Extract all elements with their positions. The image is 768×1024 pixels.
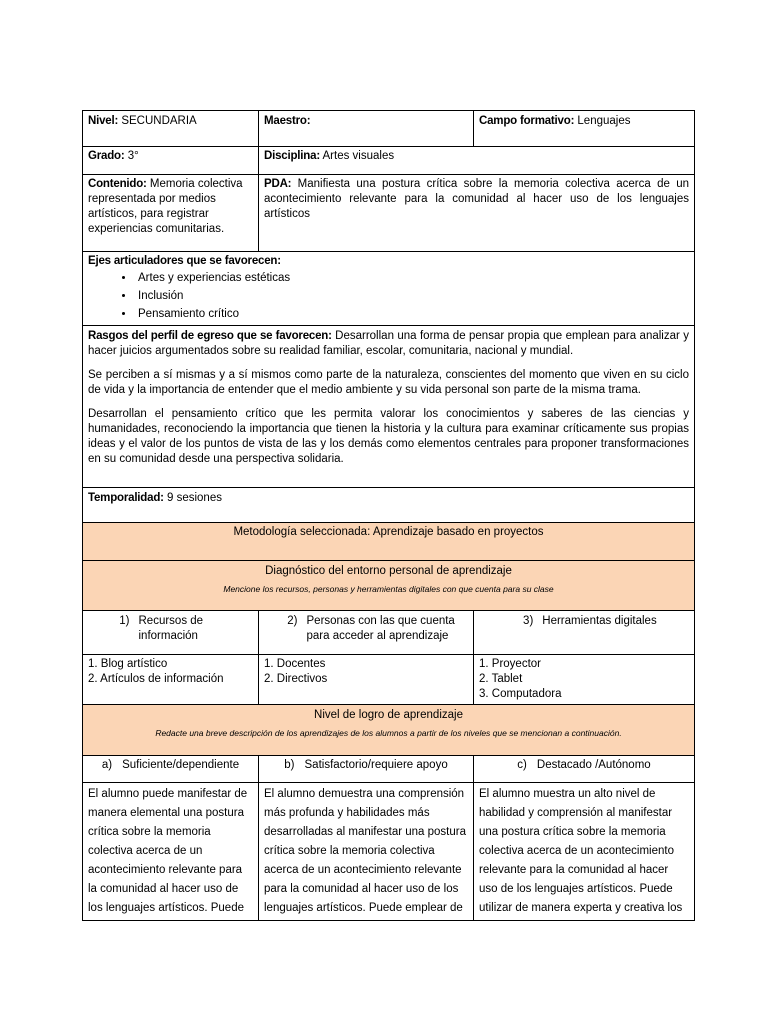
temporalidad-value: 9 sesiones: [166, 492, 222, 504]
descriptions-row: [83, 783, 695, 921]
header-text: Recursos de información: [138, 615, 204, 642]
list-item: 2. Artículos de información: [88, 673, 224, 685]
nivel-logro-subtitle: Redacte una breve descripción de los aprendizajes de los alumnos a partir de los niveles que se mencionan a continuación.: [155, 728, 622, 738]
pda-value: Manifiesta una postura crítica sobre la memoria colectiva acerca de un acontecimiento relevante para la comunidad al hacer uso de los lenguajes artísticos: [264, 178, 689, 220]
ejes-row: [83, 252, 695, 326]
level-name: Satisfactorio/requiere apoyo: [304, 759, 448, 771]
diagnostico-values-row: [83, 655, 695, 705]
header-text: Personas con las que cuenta para acceder al aprendizaje: [306, 615, 455, 642]
temporalidad-label: Temporalidad:: [88, 492, 164, 504]
rasgos-cell: [83, 326, 695, 488]
diagnostico-header-2: [259, 611, 474, 655]
nivel-logro-row: [83, 705, 695, 756]
campo-label: Campo formativo:: [479, 115, 575, 127]
temporalidad-row: [83, 488, 695, 523]
header-number: 3): [523, 615, 534, 627]
campo-value: Lenguajes: [577, 115, 631, 127]
rasgos-paragraph-3: Desarrollan el pensamiento crítico que les permita valorar los conocimientos y saberes de las ciencias y humanidades, reconociendo la importancia que tienen la historia y la cultura para examinar críticamente sus propias ideas y el valor de los puntos de vista de las y los demás como elementos centrales para proponer transformaciones en su comunidad desde una perspectiva solidaria.: [88, 408, 689, 465]
metodologia-row: [83, 523, 695, 561]
level-a-cell: [83, 756, 259, 783]
list-item: 3. Computadora: [479, 688, 562, 700]
herramientas-cell: [474, 655, 695, 705]
level-letter: a): [101, 759, 113, 771]
diagnostico-subtitle: Mencione los recursos, personas y herramientas digitales con que cuenta para su clase: [223, 584, 554, 594]
diagnostico-title: Diagnóstico del entorno personal de aprendizaje: [265, 565, 512, 577]
description-b: El alumno demuestra una comprensión más profunda y habilidades más desarrolladas al manifestar una postura crítica sobre la memoria colectiva acerca de un acontecimiento relevante para la comunidad al hacer uso de los lenguajes artísticos. Puede emplear de: [259, 783, 474, 921]
maestro-label: Maestro:: [264, 115, 311, 127]
planning-table: [82, 110, 695, 921]
pda-label: PDA:: [264, 178, 292, 190]
diagnostico-header-1: [83, 611, 259, 655]
grado-row: [83, 147, 695, 175]
description-a: El alumno puede manifestar de manera elemental una postura crítica sobre la memoria colectiva acerca de un acontecimiento relevante para la comunidad al hacer uso de los lenguajes artísticos. Puede: [83, 783, 259, 921]
nivel-cell: [83, 111, 259, 147]
rasgos-paragraph-1: [88, 329, 689, 359]
contenido-cell: [83, 175, 259, 252]
rasgos-text-1: Desarrollan una forma de pensar propia que emplean para analizar y hacer juicios argumentados sobre su realidad familiar, escolar, comunitaria, nacional y mundial.: [88, 330, 689, 357]
header-text: Herramientas digitales: [542, 615, 657, 627]
disciplina-cell: [259, 147, 695, 175]
recursos-cell: [83, 655, 259, 705]
personas-cell: [259, 655, 474, 705]
list-item: • Inclusión: [135, 287, 689, 305]
level-letter: c): [517, 759, 527, 771]
nivel-value: SECUNDARIA: [121, 115, 197, 127]
maestro-cell: [259, 111, 474, 147]
ejes-label: Ejes articuladores que se favorecen:: [88, 255, 281, 267]
metodologia-cell: Metodología seleccionada: Aprendizaje basado en proyectos: [83, 523, 695, 561]
level-b-cell: [259, 756, 474, 783]
pda-cell: [259, 175, 695, 252]
nivel-logro-title: Nivel de logro de aprendizaje: [314, 709, 463, 721]
header-number: 2): [287, 615, 298, 627]
nivel-label: Nivel:: [88, 115, 119, 127]
grado-cell: [83, 147, 259, 175]
disciplina-label: Disciplina:: [264, 150, 320, 162]
list-item: 2. Directivos: [264, 673, 328, 685]
levels-row: [83, 756, 695, 783]
diagnostico-cell: [83, 561, 695, 611]
list-item: 1. Docentes: [264, 658, 326, 670]
contenido-label: Contenido:: [88, 178, 147, 190]
level-name: Destacado /Autónomo: [536, 759, 651, 771]
level-name: Suficiente/dependiente: [122, 759, 240, 771]
ejes-list: [88, 269, 689, 323]
contenido-row: [83, 175, 695, 252]
level-letter: b): [284, 759, 295, 771]
disciplina-value: Artes visuales: [322, 150, 395, 162]
list-item: 1. Proyector: [479, 658, 541, 670]
diagnostico-header-row: [83, 611, 695, 655]
level-c-cell: [474, 756, 695, 783]
campo-cell: [474, 111, 695, 147]
list-item: • Pensamiento crítico: [135, 305, 689, 323]
header-number: 1): [119, 615, 130, 627]
ejes-cell: [83, 252, 695, 326]
list-item: 2. Tablet: [479, 673, 523, 685]
grado-label: Grado:: [88, 150, 125, 162]
temporalidad-cell: [83, 488, 695, 523]
list-item: 1. Blog artístico: [88, 658, 168, 670]
grado-value: 3°: [127, 150, 139, 162]
rasgos-row: [83, 326, 695, 488]
description-c: El alumno muestra un alto nivel de habilidad y comprensión al manifestar una postura crítica sobre la memoria colectiva acerca de un acontecimiento relevante para la comunidad al hacer uso de los lenguajes artísticos. Puede utilizar de manera experta y creativa los: [474, 783, 695, 921]
header-row: [83, 111, 695, 147]
diagnostico-row: [83, 561, 695, 611]
nivel-logro-cell: [83, 705, 695, 756]
contenido-value: Memoria colectiva representada por medios artísticos, para registrar experiencias comunitarias.: [88, 178, 243, 235]
rasgos-paragraph-2: Se perciben a sí mismas y a sí mismos como parte de la naturaleza, conscientes del momento que viven en su ciclo de vida y la importancia de entender que el medio ambiente y su vida personal son parte de la misma trama.: [88, 369, 689, 396]
rasgos-label: Rasgos del perfil de egreso que se favorecen:: [88, 330, 332, 342]
list-item: • Artes y experiencias estéticas: [135, 269, 689, 287]
diagnostico-header-3: [474, 611, 695, 655]
